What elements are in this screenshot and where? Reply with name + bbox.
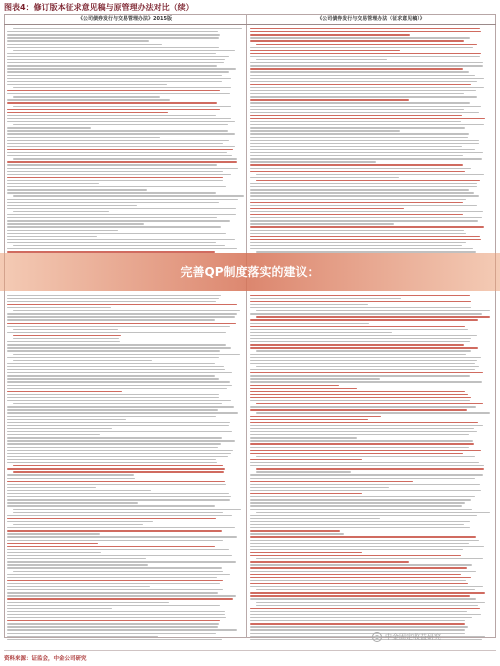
text-line [250, 499, 471, 500]
text-line [7, 44, 162, 45]
header-rule [4, 24, 496, 25]
watermark-text: 中金固定收益研究 [385, 633, 441, 641]
text-line [7, 84, 167, 85]
text-line [250, 329, 468, 330]
text-line [13, 471, 224, 472]
text-line [250, 50, 400, 51]
text-line [7, 487, 96, 488]
text-line [250, 301, 471, 302]
text-line [250, 626, 468, 627]
text-line [7, 636, 158, 637]
text-line [250, 639, 482, 640]
text-line [250, 65, 483, 66]
text-line [250, 40, 464, 41]
text-line [7, 598, 233, 599]
text-line [250, 509, 472, 510]
text-line [13, 195, 244, 196]
text-line [250, 106, 481, 107]
text-line [7, 223, 144, 224]
text-line [250, 326, 465, 327]
text-line [250, 112, 479, 113]
text-line [250, 168, 471, 169]
text-line [7, 236, 97, 237]
text-line [7, 140, 229, 141]
column-divider [246, 14, 247, 638]
text-line [250, 127, 465, 128]
text-line [7, 533, 100, 534]
text-line [7, 199, 238, 200]
text-line [250, 409, 467, 410]
text-line [7, 230, 118, 231]
text-line [250, 443, 474, 444]
text-line [250, 611, 467, 612]
text-line [7, 425, 229, 426]
left-column-header: 《公司债券发行与交易管理办法》2015版 [78, 16, 172, 22]
text-line [250, 502, 465, 503]
text-line [7, 357, 219, 358]
text-line [7, 378, 219, 379]
text-line [250, 313, 482, 314]
text-line [250, 140, 479, 141]
text-line [7, 595, 236, 596]
text-line [7, 456, 228, 457]
text-line [250, 220, 478, 221]
text-line [250, 574, 461, 575]
text-line [256, 471, 351, 472]
text-line [7, 478, 135, 479]
text-line [256, 174, 484, 175]
text-line [7, 68, 236, 69]
text-line [7, 530, 222, 531]
text-line [13, 354, 240, 355]
text-line [7, 394, 219, 395]
right-column-header: 《公司债券发行与交易管理办法（征求意见稿）》 [317, 16, 425, 22]
text-line [250, 564, 472, 565]
text-line [250, 233, 466, 234]
text-line [250, 450, 481, 451]
text-line [7, 633, 216, 634]
text-line [7, 505, 215, 506]
text-line [7, 164, 217, 165]
text-line [7, 226, 221, 227]
text-line [250, 146, 462, 147]
text-line [250, 440, 473, 441]
text-line [7, 344, 226, 345]
text-line [13, 360, 152, 361]
text-line [7, 347, 231, 348]
text-line [250, 347, 478, 348]
text-line [13, 96, 160, 97]
text-line [7, 313, 237, 314]
text-line [250, 202, 463, 203]
text-line [7, 220, 230, 221]
text-line [7, 109, 220, 110]
text-line [250, 447, 469, 448]
text-line [7, 385, 232, 386]
text-line [7, 53, 216, 54]
text-line [250, 357, 481, 358]
text-line [250, 115, 462, 116]
text-line [250, 385, 339, 386]
text-line [7, 409, 218, 410]
text-line [13, 158, 237, 159]
text-line [256, 412, 490, 413]
text-line [7, 208, 236, 209]
text-line [250, 378, 380, 379]
text-line [7, 239, 235, 240]
text-line [7, 419, 126, 420]
text-line [256, 456, 475, 457]
text-line [250, 540, 479, 541]
text-line [250, 416, 381, 417]
text-line [7, 319, 215, 320]
text-line [250, 137, 468, 138]
text-line [7, 611, 225, 612]
text-line [250, 81, 477, 82]
text-line [7, 592, 218, 593]
text-line [250, 71, 469, 72]
text-line [7, 623, 219, 624]
text-line [7, 577, 217, 578]
text-line [250, 34, 410, 35]
text-line [7, 316, 235, 317]
watermark [372, 631, 441, 643]
text-line [250, 78, 484, 79]
text-line [250, 230, 464, 231]
text-line [7, 437, 222, 438]
text-line [256, 468, 484, 469]
text-line [250, 425, 483, 426]
text-line [7, 34, 220, 35]
text-line [250, 344, 464, 345]
text-line [250, 406, 476, 407]
text-line [13, 571, 223, 572]
text-line [250, 453, 463, 454]
text-line [7, 447, 218, 448]
text-line [250, 226, 484, 227]
text-line [7, 605, 220, 606]
text-line [7, 543, 98, 544]
text-line [250, 561, 409, 562]
text-line [256, 512, 490, 513]
text-line [7, 474, 134, 475]
text-line [250, 478, 475, 479]
text-line [256, 350, 471, 351]
text-line [250, 388, 357, 389]
text-line [7, 65, 217, 66]
text-line [7, 515, 232, 516]
text-line [250, 130, 400, 131]
text-line [250, 205, 477, 206]
text-line [250, 363, 475, 364]
text-line [7, 323, 236, 324]
text-line [7, 440, 235, 441]
text-line [7, 518, 216, 519]
text-line [250, 189, 469, 190]
text-line [7, 168, 238, 169]
text-line [250, 354, 466, 355]
text-line [250, 295, 470, 296]
text-line [250, 102, 470, 103]
text-line [7, 422, 230, 423]
text-line [250, 319, 478, 320]
text-line [250, 332, 392, 333]
text-line [250, 533, 344, 534]
text-line [250, 161, 376, 162]
text-line [250, 208, 404, 209]
text-line [13, 106, 231, 107]
text-line [250, 199, 466, 200]
text-line [250, 53, 481, 54]
text-line [7, 202, 219, 203]
text-line [7, 499, 230, 500]
text-line [7, 127, 91, 128]
text-line [250, 37, 470, 38]
text-line [250, 171, 465, 172]
text-line [256, 602, 485, 603]
text-line [7, 546, 215, 547]
text-line [250, 505, 462, 506]
text-line [250, 543, 469, 544]
text-line [250, 571, 476, 572]
text-line [250, 546, 484, 547]
text-line [7, 192, 216, 193]
text-line [250, 577, 471, 578]
text-line [250, 375, 470, 376]
text-line [7, 406, 234, 407]
text-line [7, 350, 220, 351]
text-line [7, 78, 231, 79]
text-line [7, 502, 138, 503]
text-line [256, 316, 490, 317]
text-line [250, 422, 478, 423]
text-line [250, 75, 475, 76]
text-line [7, 189, 147, 190]
text-line [7, 567, 222, 568]
text-line [250, 177, 399, 178]
text-line [7, 626, 218, 627]
text-line [250, 298, 401, 299]
text-line [13, 509, 241, 510]
text-line [7, 363, 215, 364]
text-line [250, 474, 483, 475]
text-line [250, 391, 465, 392]
text-line [7, 81, 222, 82]
text-line [250, 595, 470, 596]
text-line [250, 580, 466, 581]
text-line [7, 453, 231, 454]
wechat-icon [372, 632, 382, 642]
banner-text: 完善QP制度落实的建议： [180, 265, 320, 279]
text-line [250, 99, 409, 100]
text-line [250, 437, 357, 438]
text-line [250, 236, 480, 237]
text-line [7, 295, 221, 296]
text-line [13, 329, 118, 330]
text-line [7, 130, 228, 131]
text-line [250, 636, 485, 637]
text-line [7, 143, 223, 144]
text-line [7, 639, 222, 640]
text-line [250, 195, 479, 196]
text-line [250, 133, 469, 134]
text-line [250, 419, 368, 420]
text-line [250, 323, 369, 324]
text-line [7, 177, 223, 178]
text-line [250, 96, 477, 97]
text-line [7, 37, 219, 38]
text-line [7, 443, 221, 444]
text-line [7, 233, 226, 234]
text-line [250, 109, 464, 110]
text-line [7, 388, 227, 389]
text-line [7, 536, 237, 537]
text-line [250, 567, 467, 568]
text-line [7, 381, 230, 382]
text-line [250, 623, 465, 624]
text-line [7, 484, 226, 485]
text-line [250, 84, 471, 85]
text-line [7, 332, 226, 333]
text-line [250, 598, 476, 599]
text-line [250, 47, 473, 48]
text-line [250, 158, 482, 159]
text-line [250, 515, 477, 516]
text-line [7, 161, 237, 162]
text-line [250, 530, 340, 531]
text-line [250, 518, 380, 519]
text-line [7, 375, 215, 376]
text-line [250, 164, 463, 165]
text-line [7, 564, 148, 565]
text-line [250, 381, 482, 382]
text-line [250, 239, 481, 240]
text-line [7, 574, 230, 575]
text-line [7, 133, 235, 134]
text-line [13, 512, 223, 513]
text-line [7, 326, 230, 327]
text-line [7, 561, 236, 562]
text-line [7, 298, 219, 299]
text-line [7, 47, 219, 48]
text-line [250, 487, 389, 488]
text-line [7, 450, 233, 451]
text-line [7, 137, 160, 138]
text-line [250, 549, 463, 550]
text-line [7, 171, 223, 172]
text-line [250, 192, 474, 193]
text-line [250, 68, 463, 69]
source-note: 资料来源：证监会，中金公司研究 [4, 656, 87, 662]
text-line [13, 50, 235, 51]
text-line [7, 205, 137, 206]
text-line [7, 99, 170, 100]
text-line [7, 629, 237, 630]
text-line [7, 102, 217, 103]
text-line [7, 580, 223, 581]
text-line [7, 540, 223, 541]
text-line [7, 146, 235, 147]
text-line [7, 549, 229, 550]
text-line [7, 608, 112, 609]
text-line [250, 608, 480, 609]
text-line [7, 75, 222, 76]
text-line [250, 143, 479, 144]
text-line [7, 602, 169, 603]
text-line [250, 481, 413, 482]
figure-title: 图表4：修订版本征求意见稿与原管理办法对比（续） [4, 3, 194, 12]
footer-rule [4, 650, 496, 651]
text-line [7, 40, 149, 41]
text-line [7, 481, 225, 482]
text-line [250, 536, 476, 537]
text-line [7, 71, 229, 72]
text-line [250, 360, 477, 361]
text-line [7, 301, 216, 302]
text-line [250, 484, 480, 485]
text-line [250, 223, 394, 224]
text-line [250, 394, 468, 395]
text-line [7, 416, 216, 417]
text-line [256, 44, 477, 45]
text-line [7, 468, 225, 469]
text-line [256, 605, 478, 606]
text-line [250, 592, 485, 593]
text-line [7, 174, 231, 175]
text-line [7, 391, 122, 392]
text-line [7, 412, 238, 413]
text-line [7, 112, 168, 113]
text-line [7, 115, 216, 116]
